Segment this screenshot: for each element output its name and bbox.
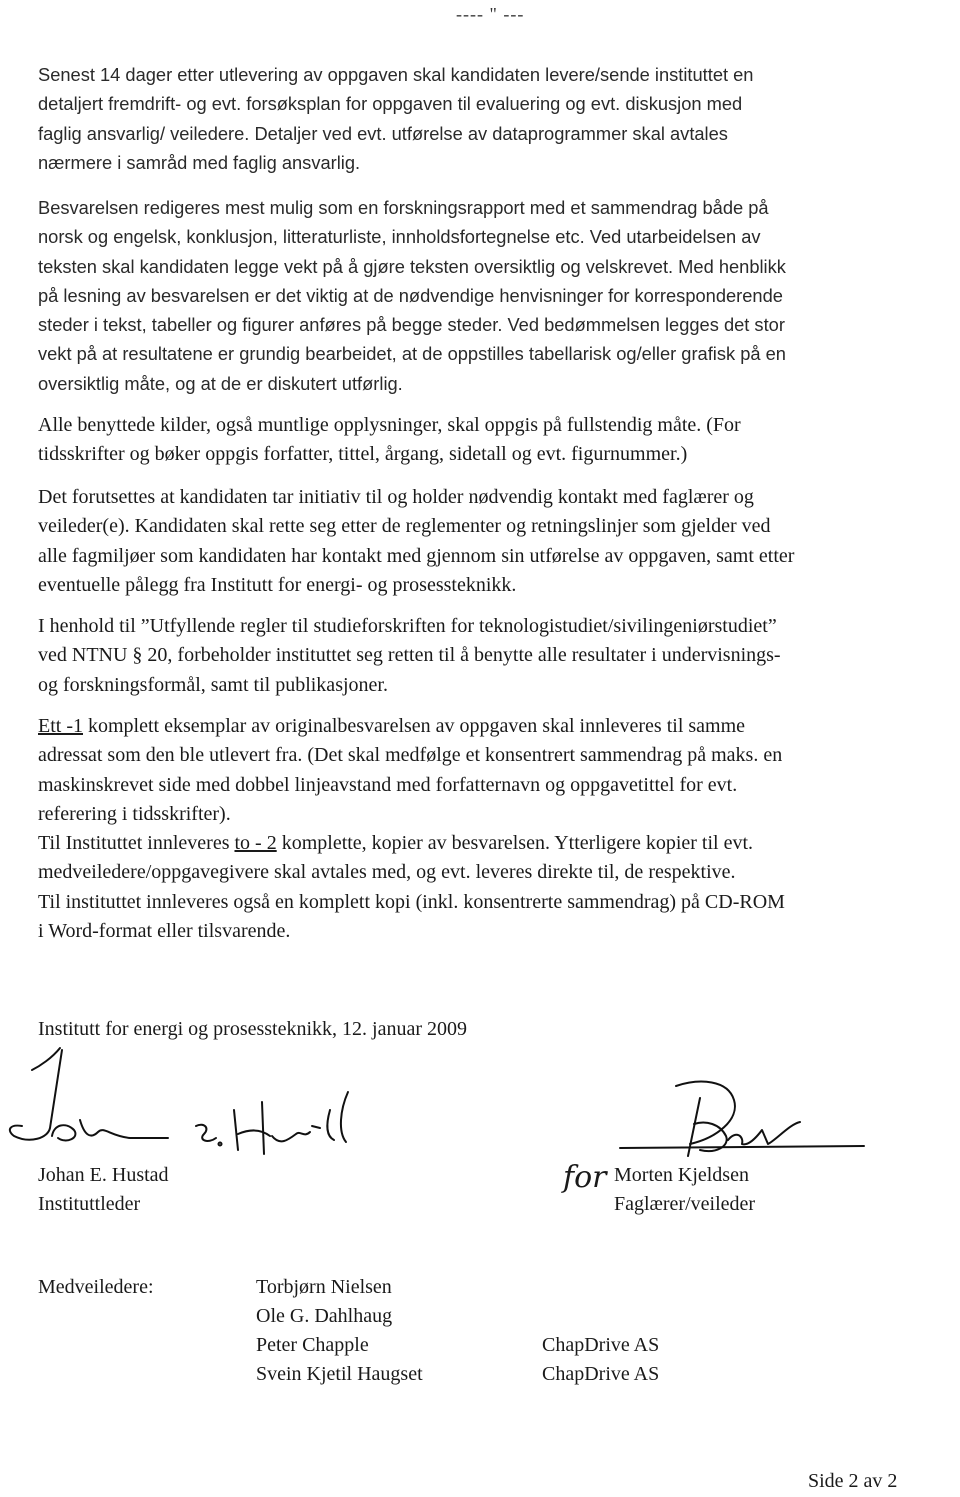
co-supervisor-name: Torbjørn Nielsen xyxy=(256,1276,392,1298)
signatory-left-title: Instituttleder xyxy=(38,1193,141,1215)
page-number: Side 2 av 2 xyxy=(808,1470,898,1492)
text-line xyxy=(38,712,954,741)
signatory-right xyxy=(614,1161,755,1219)
paragraph-progress-plan xyxy=(38,60,954,177)
paragraph-sources xyxy=(38,411,954,470)
text-line: Alle benyttede kilder, også muntlige opplysninger, skal oppgis på fullstendig måte. (For xyxy=(38,414,741,436)
text-line: tidsskrifter og bøker oppgis forfatter, tittel, årgang, sidetall og evt. figurnummer.) xyxy=(38,443,688,466)
text-fragment: komplett eksemplar av originalbesvarelsen av oppgaven skal innleveres til samme xyxy=(83,715,746,737)
text-line: på lesning av besvarelsen er det viktig at de nødvendige henvisninger for korresponderende xyxy=(38,284,783,306)
text-line xyxy=(38,829,954,858)
text-line: Besvarelsen redigeres mest mulig som en forskningsrapport med et sammendrag både på xyxy=(38,197,769,218)
signatory-left xyxy=(38,1161,169,1219)
signatory-right-title: Faglærer/veileder xyxy=(614,1193,756,1215)
text-line: detaljert fremdrift- og evt. forsøksplan for oppgaven til evaluering og evt. diskusjon med xyxy=(38,93,743,115)
text-fragment: Til Instituttet innleveres xyxy=(38,832,235,855)
text-line: teksten skal kandidaten legge vekt på å gjøre teksten oversiktlig og velskrevet. Med henblikk xyxy=(38,255,786,277)
text-line: oversiktlig måte, og at de er diskutert utførlig. xyxy=(38,372,403,394)
co-supervisor-name: Peter Chapple xyxy=(256,1334,369,1356)
text-line: Til instituttet innleveres også en komplett kopi (inkl. konsentrerte sammendrag) på CD-ROM xyxy=(38,890,785,913)
paragraph-delivery xyxy=(38,712,954,946)
text-line: referering i tidsskrifter). xyxy=(38,802,231,825)
text-line: eventuelle pålegg fra Institutt for energi- og prosessteknikk. xyxy=(38,573,517,596)
header-mark: ---- " --- xyxy=(456,4,525,24)
text-line: adressat som den ble utlevert fra. (Det skal medfølge et konsentrert sammendrag på maks. en xyxy=(38,744,783,767)
co-supervisors-label: Medveiledere: xyxy=(38,1276,154,1298)
text-line: steder i tekst, tabeller og figurer anføres på begge steder. Ved bedømmelsen legges det stor xyxy=(38,314,785,336)
co-supervisor-company: ChapDrive AS xyxy=(542,1363,660,1385)
signature-right-icon xyxy=(620,1082,864,1156)
co-supervisor-company: ChapDrive AS xyxy=(542,1334,660,1356)
signatory-right-name: Morten Kjeldsen xyxy=(614,1164,749,1186)
text-line: Senest 14 dager etter utlevering av oppgaven skal kandidaten levere/sende instituttet en xyxy=(38,64,754,85)
text-fragment: komplette, kopier av besvarelsen. Ytterligere kopier til evt. xyxy=(276,832,754,855)
text-line: alle fagmiljøer som kandidaten har kontakt med gjennom sin utførelse av oppgaven, samt etter xyxy=(38,544,795,567)
underlined-count: to - 2 xyxy=(234,832,277,855)
text-line: vekt på at resultatene er grundig bearbeidet, at de oppstilles tabellarisk og/eller grafisk på en xyxy=(38,343,786,365)
text-line: ved NTNU § 20, forbeholder instituttet seg retten til å benytte alle resultater i undervisnings- xyxy=(38,644,781,667)
signature-left-icon xyxy=(10,1048,348,1154)
text-line: faglig ansvarlig/ veiledere. Detaljer ved evt. utførelse av dataprogrammer skal avtales xyxy=(38,122,728,144)
text-line: Det forutsettes at kandidaten tar initiativ til og holder nødvendig kontakt med faglærer og xyxy=(38,486,754,508)
signatures-graphic xyxy=(0,1040,960,1170)
text-line: i Word-format eller tilsvarende. xyxy=(38,920,291,943)
paragraph-contact xyxy=(38,483,954,600)
text-line: I henhold til ”Utfyllende regler til studieforskriften for teknologistudiet/sivilingeniørstudiet” xyxy=(38,615,777,637)
underlined-count: Ett -1 xyxy=(38,715,83,737)
on-behalf-mark: for xyxy=(563,1160,607,1195)
place-and-date: Institutt for energi og prosessteknikk, 12. januar 2009 xyxy=(38,1018,468,1040)
text-line: nærmere i samråd med faglig ansvarlig. xyxy=(38,151,361,173)
text-line: maskinskrevet side med dobbel linjeavstand med forfatternavn og oppgavetittel for evt. xyxy=(38,773,738,796)
co-supervisor-name: Svein Kjetil Haugset xyxy=(256,1363,423,1385)
text-line: og forskningsformål, samt til publikasjoner. xyxy=(38,673,388,696)
paragraph-report-format xyxy=(38,193,954,398)
text-line: veileder(e). Kandidaten skal rette seg etter de reglementer og retningslinjer som gjelder ved xyxy=(38,515,771,538)
signatory-left-name: Johan E. Hustad xyxy=(38,1164,169,1186)
text-line: norsk og engelsk, konklusjon, litteraturliste, innholdsfortegnelse etc. Ved utarbeidelsen av xyxy=(38,226,761,248)
text-line: medveiledere/oppgavegivere skal avtales med, og evt. leveres direkte til, de respektive. xyxy=(38,861,736,884)
co-supervisor-name: Ole G. Dahlhaug xyxy=(256,1305,393,1327)
paragraph-regulations xyxy=(38,612,954,700)
